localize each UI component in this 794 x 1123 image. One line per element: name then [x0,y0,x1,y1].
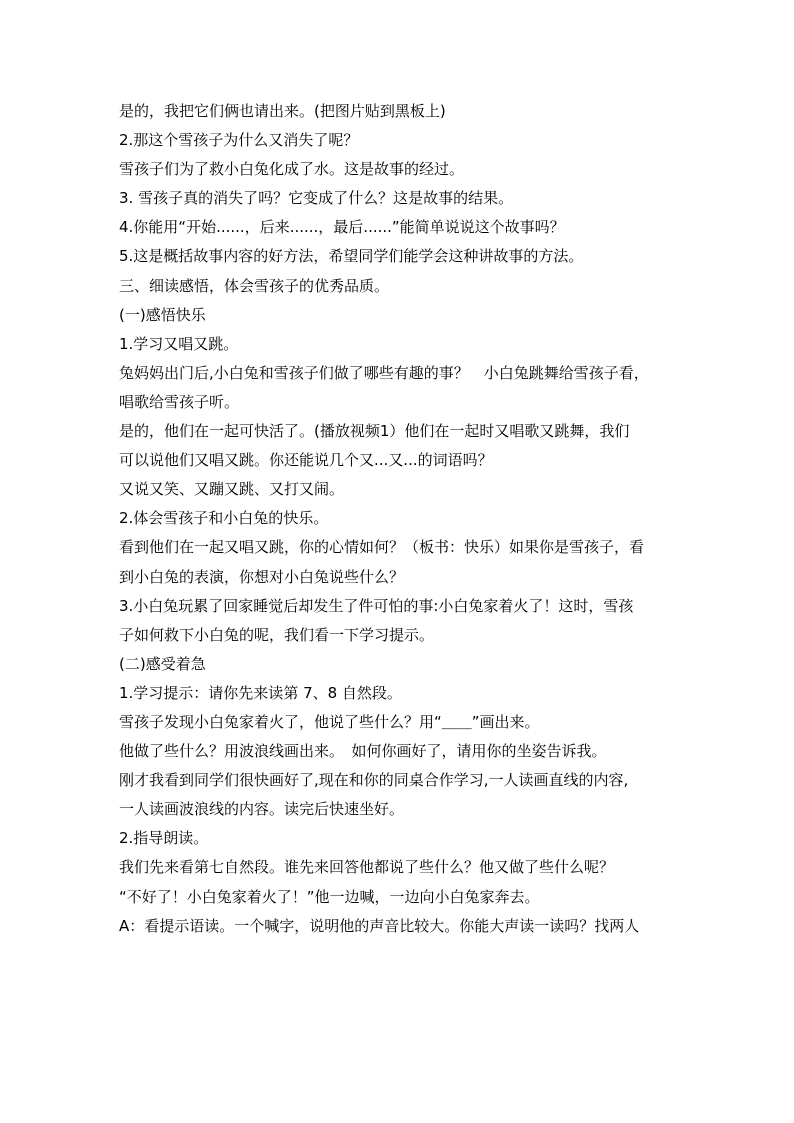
text-line: A：看提示语读。一个喊字，说明他的声音比较大。你能大声读一读吗？找两人 [119,916,640,935]
text-line: 1.学习又唱又跳。 [119,334,239,353]
text-line: 我们先来看第七自然段。谁先来回答他都说了些什么？他又做了些什么呢？ [119,858,615,877]
text-line: 1.学习提示：请你先来读第 7、8 自然段。 [119,683,402,702]
text-line: 子如何救下小白兔的呢，我们看一下学习提示。 [119,625,435,644]
text-line: 他做了些什么？用波浪线画出来。 如何你画好了，请用你的坐姿告诉我。 [119,742,607,761]
text-line: 兔妈妈出门后,小白兔和雪孩子们做了哪些有趣的事？ 小白兔跳舞给雪孩子看， [119,363,649,382]
text-line: 2.指导朗读。 [119,829,209,848]
text-line: 4.你能用“开始......，后来......，最后......”能简单说说这个故事吗？ [119,218,565,237]
text-line: “不好了！小白兔家着火了！”他一边喊，一边向小白兔家奔去。 [119,887,540,906]
text-line: 3. 雪孩子真的消失了吗？它变成了什么？这是故事的结果。 [119,189,514,208]
text-line: 一人读画波浪线的内容。读完后快速坐好。 [119,800,405,819]
text-line: 又说又笑、又蹦又跳、又打又闹。 [119,480,345,499]
text-line: 雪孩子们为了救小白兔化成了水。这是故事的经过。 [119,160,465,179]
text-line: 是的，他们在一起可快活了。(播放视频1）他们在一起时又唱歌又跳舞，我们 [119,422,630,441]
text-line: 可以说他们又唱又跳。你还能说几个又...又...的词语吗？ [119,451,493,470]
section-heading: 三、细读感悟，体会雪孩子的优秀品质。 [119,276,390,295]
text-line: 看到他们在一起又唱又跳，你的心情如何？（板书：快乐）如果你是雪孩子，看 [119,538,645,557]
document-body [119,97,681,941]
text-line: 5.这是概括故事内容的好方法，希望同学们能学会这种讲故事的方法。 [119,247,584,266]
text-line: 刚才我看到同学们很快画好了,现在和你的同桌合作学习,一人读画直线的内容, [119,771,629,790]
text-line: 到小白兔的表演，你想对小白兔说些什么？ [119,567,405,586]
text-line: 3.小白兔玩累了回家睡觉后却发生了件可怕的事:小白兔家着火了！这时，雪孩 [119,596,634,615]
subsection-heading: (一)感悟快乐 [119,305,206,324]
text-line: 唱歌给雪孩子听。 [119,392,240,411]
text-line: 2.体会雪孩子和小白兔的快乐。 [119,509,329,528]
text-line: 是的，我把它们俩也请出来。(把图片贴到黑板上) [119,102,446,120]
text-line: 雪孩子发现小白兔家着火了，他说了些什么？用“＿＿”画出来。 [119,712,540,731]
text-line: 2.那这个雪孩子为什么又消失了呢？ [119,131,359,150]
subsection-heading: (二)感受着急 [119,654,206,673]
